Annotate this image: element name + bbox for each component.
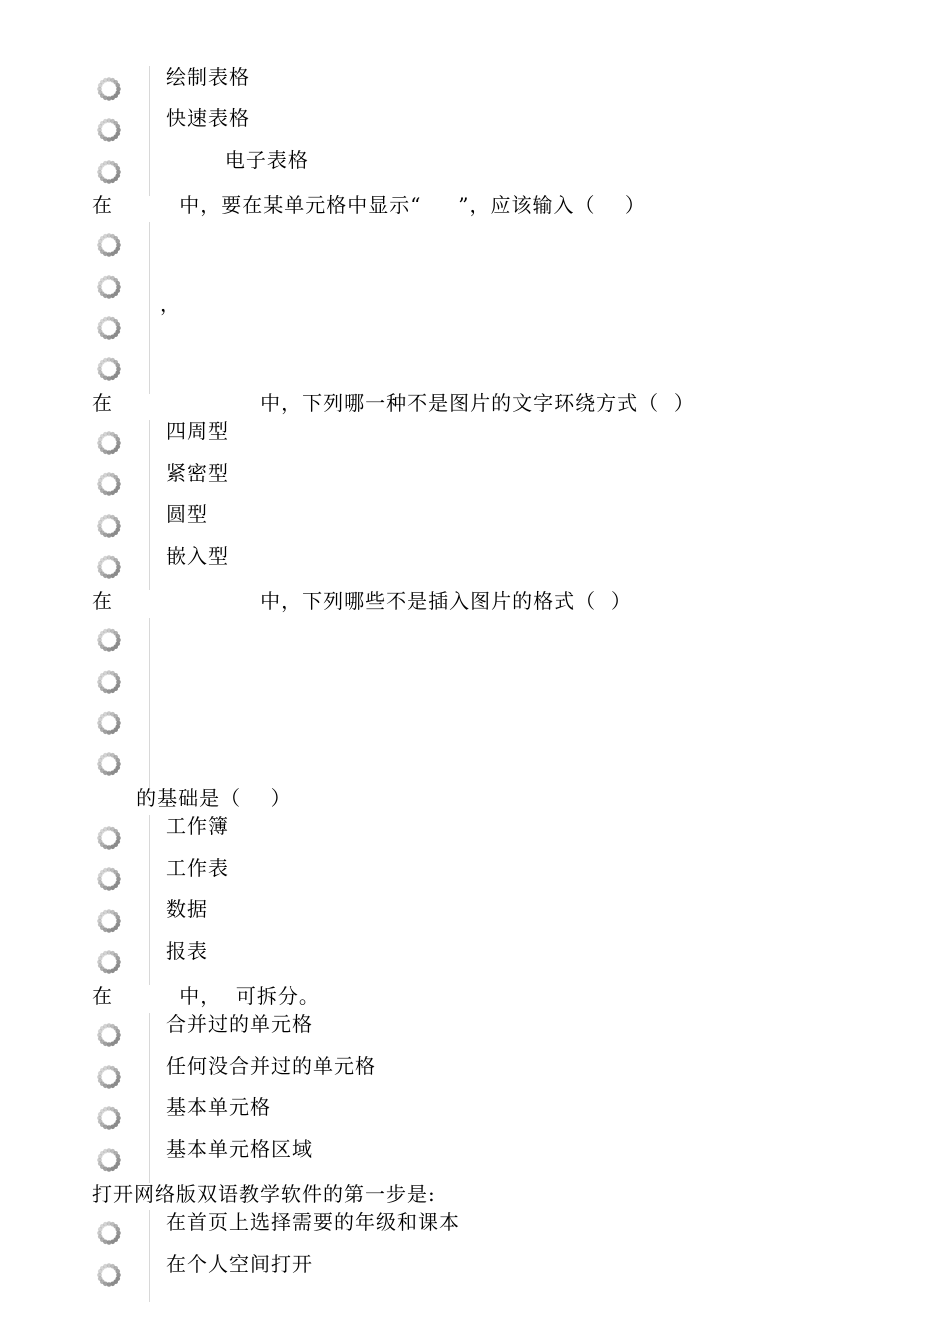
option-label: ，: [160, 292, 181, 316]
radio-button[interactable]: [95, 231, 123, 259]
radio-ring-icon: [95, 709, 123, 737]
radio-button[interactable]: [95, 1261, 123, 1289]
divider-line: [149, 815, 150, 985]
option-label: 合并过的单元格: [166, 1012, 313, 1036]
radio-ring-icon: [95, 273, 123, 301]
radio-button[interactable]: [95, 709, 123, 737]
radio-ring-icon: [95, 158, 123, 186]
option-label: 报表: [166, 939, 208, 963]
radio-button[interactable]: [95, 273, 123, 301]
radio-ring-icon: [95, 429, 123, 457]
option-label: 在首页上选择需要的年级和课本: [166, 1210, 460, 1234]
radio-button[interactable]: [95, 512, 123, 540]
radio-ring-icon: [95, 231, 123, 259]
question-text: 的基础是（ ）: [92, 786, 292, 810]
radio-ring-icon: [95, 907, 123, 935]
radio-ring-icon: [95, 865, 123, 893]
radio-ring-icon: [95, 1021, 123, 1049]
radio-button[interactable]: [95, 355, 123, 383]
radio-button[interactable]: [95, 626, 123, 654]
radio-ring-icon: [95, 1104, 123, 1132]
divider-line: [149, 1013, 150, 1183]
radio-button[interactable]: [95, 1021, 123, 1049]
radio-button[interactable]: [95, 314, 123, 342]
radio-ring-icon: [95, 750, 123, 778]
radio-ring-icon: [95, 470, 123, 498]
radio-button[interactable]: [95, 1219, 123, 1247]
divider-line: [149, 222, 150, 394]
radio-ring-icon: [95, 75, 123, 103]
radio-ring-icon: [95, 116, 123, 144]
radio-button[interactable]: [95, 1146, 123, 1174]
radio-button[interactable]: [95, 907, 123, 935]
radio-button[interactable]: [95, 668, 123, 696]
option-label: 圆型: [166, 502, 208, 526]
divider-line: [149, 618, 150, 788]
option-label: 基本单元格区域: [166, 1137, 313, 1161]
radio-button[interactable]: [95, 429, 123, 457]
option-label: 基本单元格: [166, 1095, 271, 1119]
option-label: 数据: [166, 897, 208, 921]
radio-ring-icon: [95, 553, 123, 581]
option-label: 紧密型: [166, 461, 229, 485]
radio-ring-icon: [95, 626, 123, 654]
radio-button[interactable]: [95, 865, 123, 893]
radio-button[interactable]: [95, 1104, 123, 1132]
option-label: 嵌入型: [166, 544, 229, 568]
radio-button[interactable]: [95, 553, 123, 581]
radio-ring-icon: [95, 668, 123, 696]
radio-button[interactable]: [95, 116, 123, 144]
question-text: 打开网络版双语教学软件的第一步是:: [92, 1182, 436, 1206]
option-label: 电子表格: [166, 148, 309, 172]
divider-line: [149, 66, 150, 196]
question-text: 在 中，下列哪一种不是图片的文字环绕方式（ ）: [92, 391, 695, 415]
radio-ring-icon: [95, 1063, 123, 1091]
radio-ring-icon: [95, 355, 123, 383]
radio-button[interactable]: [95, 1063, 123, 1091]
option-label: 快速表格: [166, 106, 250, 130]
radio-ring-icon: [95, 512, 123, 540]
radio-ring-icon: [95, 1146, 123, 1174]
radio-button[interactable]: [95, 158, 123, 186]
question-text: 在 中， 可拆分。: [92, 984, 320, 1008]
radio-ring-icon: [95, 1219, 123, 1247]
radio-button[interactable]: [95, 470, 123, 498]
question-text: 在 中，下列哪些不是插入图片的格式（ ）: [92, 589, 632, 613]
radio-button[interactable]: [95, 824, 123, 852]
divider-line: [149, 1210, 150, 1302]
radio-ring-icon: [95, 1261, 123, 1289]
radio-button[interactable]: [95, 948, 123, 976]
radio-button[interactable]: [95, 75, 123, 103]
radio-ring-icon: [95, 314, 123, 342]
option-label: 在个人空间打开: [166, 1252, 313, 1276]
divider-line: [149, 420, 150, 590]
radio-button[interactable]: [95, 750, 123, 778]
option-label: 工作簿: [166, 814, 229, 838]
radio-ring-icon: [95, 948, 123, 976]
option-label: 四周型: [166, 419, 229, 443]
radio-ring-icon: [95, 824, 123, 852]
option-label: 任何没合并过的单元格: [166, 1054, 376, 1078]
question-text: 在 中，要在某单元格中显示“ ”，应该输入（ ）: [92, 193, 646, 217]
option-label: 工作表: [166, 856, 229, 880]
option-label: 绘制表格: [166, 65, 250, 89]
